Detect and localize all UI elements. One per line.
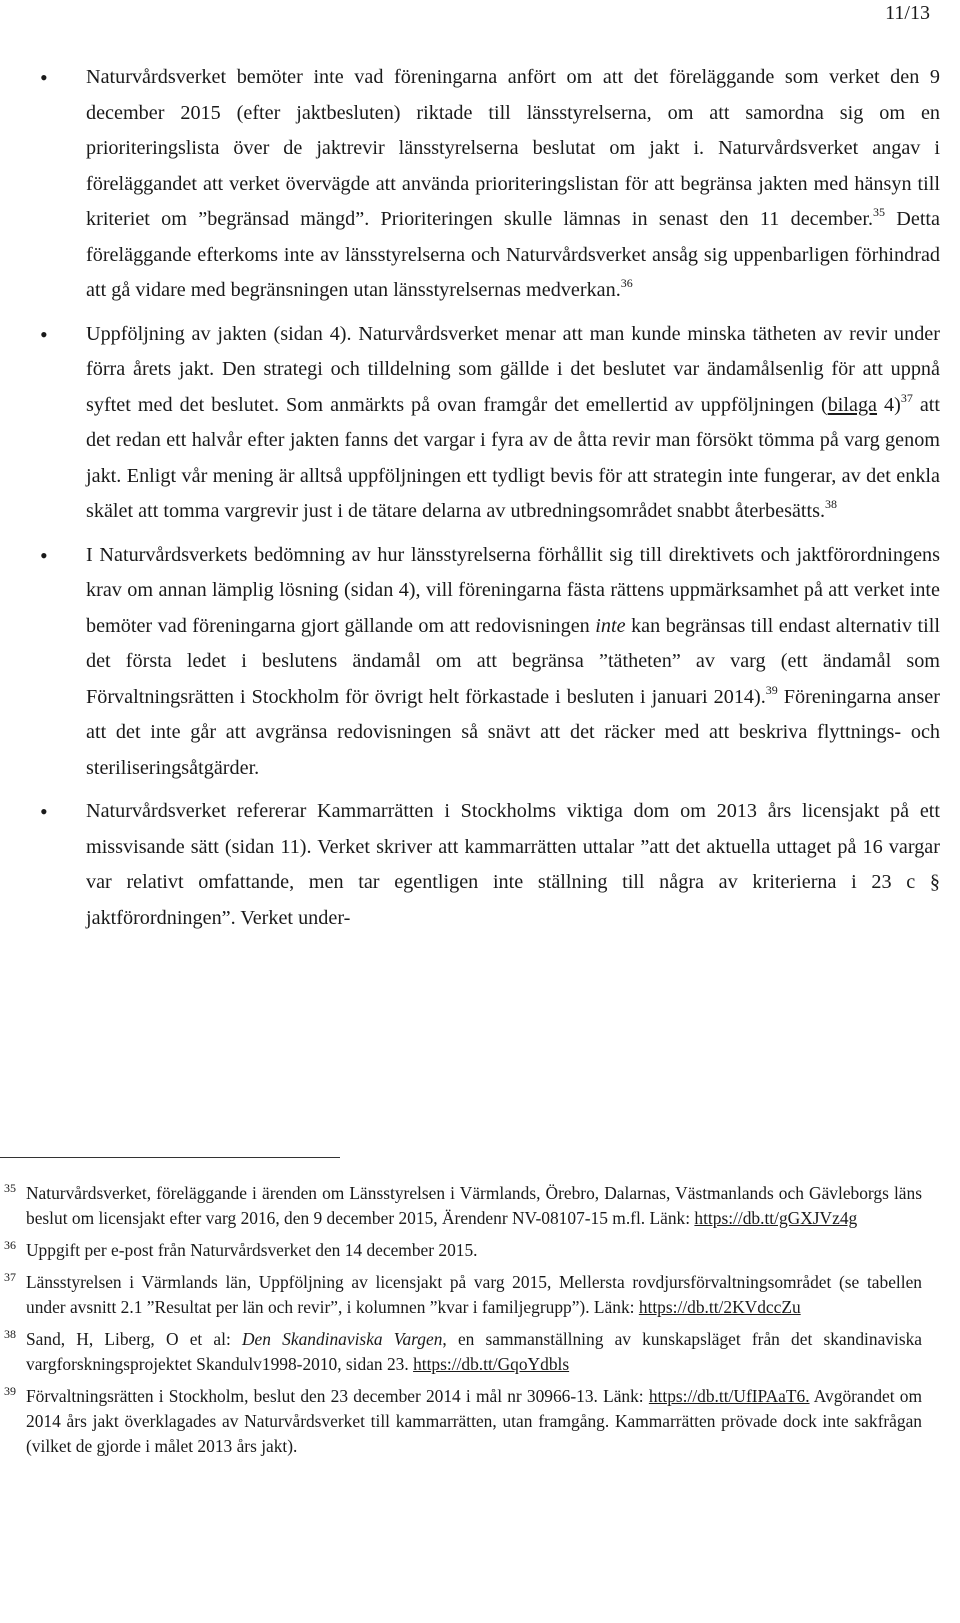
bullet-list (40, 60, 940, 944)
footnote-list (4, 1181, 922, 1466)
bullet-text: kan begränsas till endast alternativ till det första ledet i beslutens ändamål om att begränsa ”tätheten” av varg (ett ändamål som Förvaltningsrätten i Stockholm för övrigt helt förkastade i besluten i januari 2014). (86, 614, 940, 708)
footnote-link[interactable]: https://db.tt/UfIPAaT6. (648, 1386, 810, 1406)
bilaga-link[interactable]: bilaga (827, 393, 878, 416)
footnote (4, 1327, 922, 1377)
bullet-text: Naturvårdsverket bemöter inte vad föreningarna anfört om att det föreläggande som verket den 9 december 2015 (efter jaktbesluten) riktade till länsstyrelserna, om att samordna sig om en prioriteringslista över de jaktrevir länsstyrelserna beslutat om jakt i. Naturvårdsverket angav i föreläggandet att verket övervägde att använda prioriteringslistan för att begränsa jakten med hänsyn till kriteriet om ”begränsad mängd”. Prioriteringen skulle lämnas in senast den 11 december. (86, 66, 940, 230)
footnote-text: Naturvårdsverket, föreläggande i ärenden om Länsstyrelsen i Värmlands, Örebro, Dalarnas, Västmanlands och Gävleborgs läns beslut om licensjakt efter varg 2016, den 9 december 2015, Ärendenr NV-08107-15 m.fl. Länk: (26, 1183, 922, 1228)
footnote-number: 37 (4, 1270, 16, 1284)
emphasis-text: inte (595, 614, 626, 637)
footnote-ref[interactable]: 35 (873, 205, 885, 219)
book-title: Den Skandinaviska Vargen (242, 1329, 443, 1349)
footnote-link[interactable]: https://db.tt/2KVdccZu (638, 1297, 801, 1317)
footnote-text: Sand, H, Liberg, O et al: (26, 1329, 242, 1349)
footnote-ref[interactable]: 37 (900, 390, 913, 405)
bullet-text: I Naturvårdsverkets bedömning av hur länsstyrelserna förhållit sig till direktivets och jaktförordningens krav om annan lämplig lösning (sidan 4), vill föreningarna fästa rättens uppmärksamhet på att verket inte bemöter vad föreningarna gjort gällande om att redovisningen (86, 543, 940, 637)
footnote-divider (0, 1157, 340, 1158)
footnote-number: 38 (4, 1327, 16, 1341)
footnote-text: , en sammanställning av kunskapsläget från det skandinaviska vargforskningsprojektet Skandulv1998-2010, sidan 23. (26, 1329, 923, 1374)
bullet-item (40, 60, 940, 309)
footnote (4, 1238, 922, 1263)
footnote-link[interactable]: https://db.tt/GqoYdbls (413, 1354, 570, 1374)
footnote-number: 35 (4, 1181, 16, 1195)
footnote-ref[interactable]: 38 (825, 497, 838, 511)
footnote-ref[interactable]: 36 (620, 276, 633, 290)
bullet-item (40, 317, 940, 530)
footnote-text: Förvaltningsrätten i Stockholm, beslut den 23 december 2014 i mål nr 30966-13. Länk: (26, 1386, 649, 1406)
footnote (4, 1181, 922, 1231)
bullet-text: att det redan ett halvår efter jakten fanns det vargar i fyra av de åtta revir man försökt tömma på varg genom jakt. Enligt vår mening är alltså uppföljningen ett tydligt bevis för att strategin inte fungerar, av det enkla skälet att tomma vargrevir just i de tätare delarna av utbredningsområdet snabbt återbesätts. (86, 393, 940, 522)
footnote-text: Länsstyrelsen i Värmlands län, Uppföljning av licensjakt på varg 2015, Mellersta rovdjursförvaltningsområdet (se tabellen under avsnitt 2.1 ”Resultat per län och revir”, i kolumnen ”kvar i familjegrupp”). Länk: (26, 1272, 922, 1317)
footnote-number: 39 (4, 1384, 16, 1398)
footnote-text: Avgörandet om 2014 års jakt överklagades av Naturvårdsverket till kammarrätten, utan framgång. Kammarrätten prövade dock inte sakfrågan (vilket de gjorde i målet 2013 års jakt). (26, 1386, 922, 1456)
footnote-ref[interactable]: 39 (765, 682, 778, 697)
bullet-item (40, 794, 940, 936)
bullet-text: Föreningarna anser att det inte går att avgränsa redovisningen så snävt att det räcker med att beskriva flyttnings- och steriliseringsåtgärder. (86, 685, 940, 779)
bullet-text: Uppföljning av jakten (sidan 4). Naturvårdsverket menar att man kunde minska tätheten av revir under förra årets jakt. Den strategi och tilldelning som gällde i det beslutet var ändamålsenlig för att uppnå syftet med det beslutet. Som anmärkts på ovan framgår det emellertid av uppföljningen ( (86, 322, 940, 416)
page-number: 11/13 (885, 2, 930, 24)
footnote-text: Uppgift per e-post från Naturvårdsverket den 14 december 2015. (26, 1240, 478, 1260)
bullet-text: 4) (877, 393, 901, 416)
footnote-link[interactable]: https://db.tt/gGXJVz4g (694, 1208, 858, 1228)
bullet-item (40, 538, 940, 787)
bullet-text: Detta föreläggande efterkoms inte av länsstyrelserna och Naturvårdsverket ansåg sig uppenbarligen förhindrad att gå vidare med begränsningen utan länsstyrelsernas medverkan. (86, 208, 940, 301)
footnote (4, 1270, 922, 1320)
footnote-number: 36 (4, 1238, 16, 1252)
footnote (4, 1384, 922, 1459)
bullet-text: Naturvårdsverket refererar Kammarrätten i Stockholms viktiga dom om 2013 års licensjakt på ett missvisande sätt (sidan 11). Verket skriver att kammarrätten uttalar ”att det aktuella uttaget på 16 vargar var relativt omfattande, men tar egentligen inte ställning till några av kriterierna i 23 c § jaktförordningen”. Verket under- (86, 800, 940, 929)
